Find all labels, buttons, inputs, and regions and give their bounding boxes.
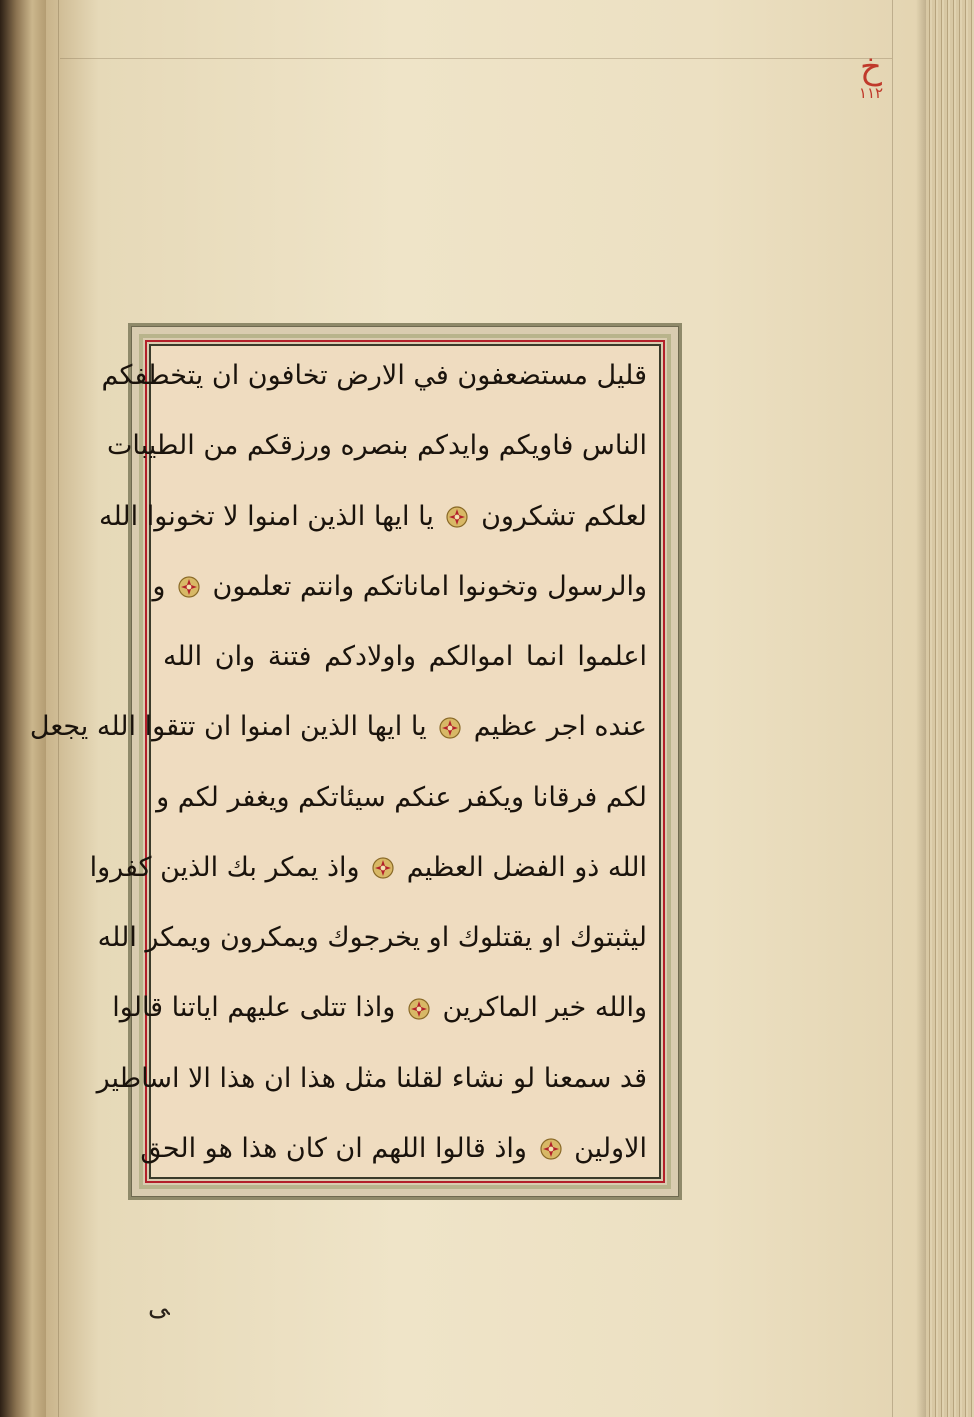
text-line-9 — [97, 916, 647, 960]
text-segment: ليثبتوك او يقتلوك او يخرجوك ويمكرون ويمكر الله — [97, 922, 647, 954]
marginal-mark: ﯽ — [148, 1292, 170, 1322]
text-segment: واذ قالوا اللهم ان كان هذا هو الحق — [140, 1132, 527, 1164]
text-segment: لعلكم تشكرون — [481, 500, 647, 532]
text-line-6 — [29, 705, 647, 749]
verse-marker-icon — [372, 857, 394, 879]
verse-marker-icon — [178, 576, 200, 598]
text-line-5 — [163, 635, 647, 679]
text-segment: الناس فاويكم وايدكم بنصره ورزقكم من الطيبات — [106, 430, 647, 462]
text-segment: لكم فرقانا ويكفر عنكم سيئاتكم ويغفر لكم و — [156, 781, 647, 813]
verse-marker-icon — [408, 998, 430, 1020]
text-lines — [29, 348, 659, 1175]
verse-marker-icon — [439, 717, 461, 739]
text-segment: قد سمعنا لو نشاء لقلنا مثل هذا ان هذا الا اساطير — [96, 1062, 647, 1094]
text-segment: واذا تتلى عليهم اياتنا قالوا — [112, 992, 396, 1024]
text-segment: اعلموا انما اموالكم واولادكم فتنة وان الله — [163, 641, 647, 673]
text-line-7 — [156, 776, 647, 820]
text-segment: عنده اجر عظيم — [473, 711, 647, 743]
text-segment: يا ايها الذين امنوا ان تتقوا الله يجعل — [29, 711, 427, 743]
verse-marker-icon — [446, 506, 468, 528]
text-segment: الاولين — [574, 1132, 647, 1164]
text-segment: واذ يمكر بك الذين كفروا — [89, 851, 360, 883]
text-line-1 — [101, 354, 647, 398]
text-block-frame — [29, 323, 682, 1200]
text-segment: و — [152, 570, 166, 602]
text-segment: والله خير الماكرين — [442, 992, 647, 1024]
text-line-12 — [140, 1127, 647, 1171]
text-line-11 — [96, 1057, 647, 1101]
folio-number — [846, 47, 896, 102]
text-segment: الله ذو الفضل العظيم — [406, 851, 647, 883]
folio-letter: خ — [860, 47, 882, 87]
text-line-8 — [89, 846, 647, 890]
margin-rule — [892, 0, 893, 1417]
text-line-4 — [152, 565, 647, 609]
verse-marker-icon — [540, 1138, 562, 1160]
folio-numeral: ١١٢ — [858, 84, 884, 102]
text-segment: يا ايها الذين امنوا لا تخونوا الله — [99, 500, 434, 532]
text-segment: والرسول وتخونوا اماناتكم وانتم تعلمون — [212, 570, 647, 602]
page-stack-edges — [926, 0, 974, 1417]
text-line-2 — [106, 424, 647, 468]
margin-rule — [60, 58, 892, 59]
text-line-10 — [112, 986, 647, 1030]
text-line-3 — [99, 495, 647, 539]
text-segment: قليل مستضعفون في الارض تخافون ان يتخطفكم — [101, 360, 647, 391]
